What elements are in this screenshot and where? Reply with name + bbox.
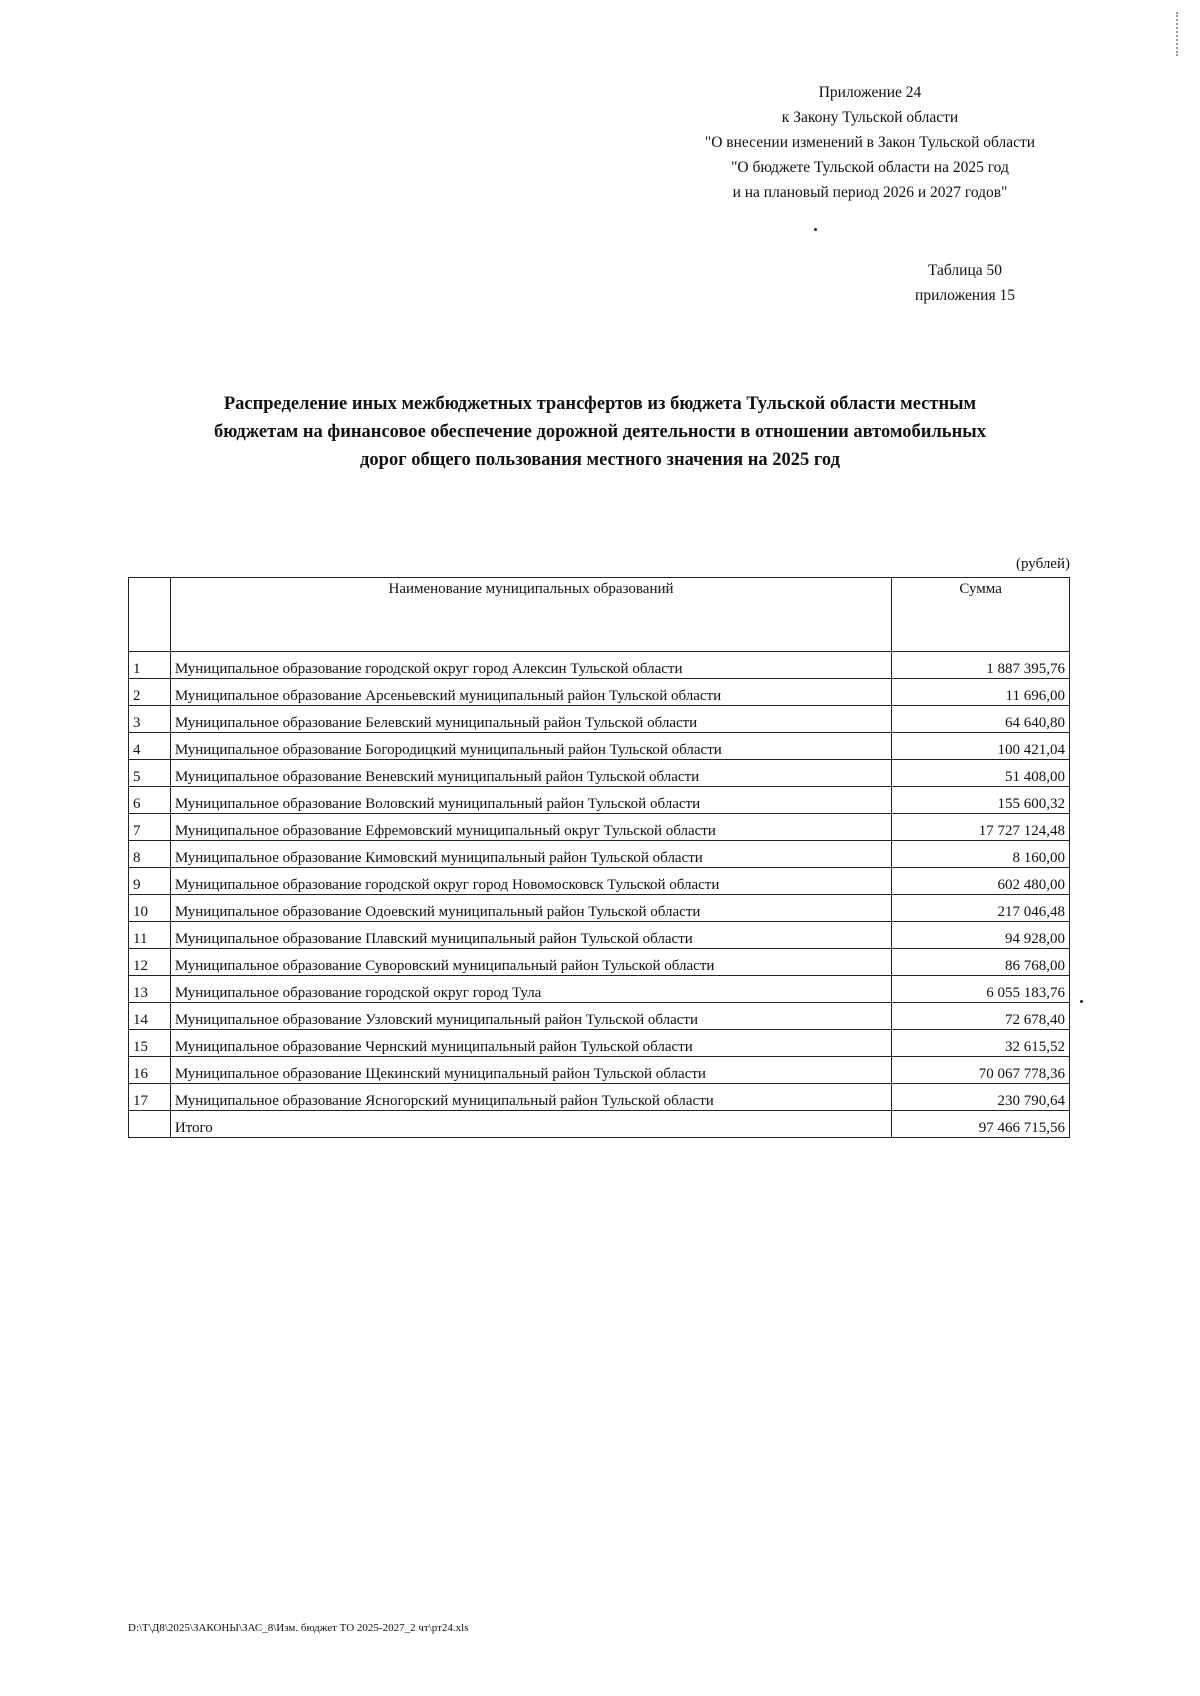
table-row — [129, 760, 1070, 787]
name-column-header: Наименование муниципальных образований — [170, 578, 891, 652]
title-line: бюджетам на финансовое обеспечение дорожной деятельности в отношении автомобильных — [214, 422, 986, 442]
table-reference — [880, 258, 1050, 308]
table-body — [129, 652, 1070, 1138]
transfer-sum: 32 615,52 — [892, 1030, 1070, 1057]
appendix-line: Приложение 24 — [818, 84, 922, 101]
municipality-name: Муниципальное образование Воловский муниципальный район Тульской области — [170, 787, 891, 814]
transfer-sum: 86 768,00 — [892, 949, 1070, 976]
appendix-number: приложения 15 — [915, 287, 1015, 304]
number-column-header — [129, 578, 171, 652]
row-number: 10 — [129, 895, 171, 922]
municipality-name: Муниципальное образование Плавский муниципальный район Тульской области — [170, 922, 891, 949]
transfer-sum: 17 727 124,48 — [892, 814, 1070, 841]
stray-dot — [814, 228, 817, 231]
municipality-name: Муниципальное образование Ефремовский муниципальный округ Тульской области — [170, 814, 891, 841]
table-row — [129, 868, 1070, 895]
total-label: Итого — [170, 1111, 891, 1138]
municipality-name: Муниципальное образование Щекинский муниципальный район Тульской области — [170, 1057, 891, 1084]
row-number: 1 — [129, 652, 171, 679]
row-number: 9 — [129, 868, 171, 895]
transfer-sum: 100 421,04 — [892, 733, 1070, 760]
transfer-sum: 72 678,40 — [892, 1003, 1070, 1030]
appendix-line: "О внесении изменений в Закон Тульской области — [704, 134, 1036, 151]
municipality-name: Муниципальное образование Чернский муниципальный район Тульской области — [170, 1030, 891, 1057]
row-number: 17 — [129, 1084, 171, 1111]
municipality-name: Муниципальное образование Арсеньевский муниципальный район Тульской области — [170, 679, 891, 706]
municipality-name: Муниципальное образование Веневский муниципальный район Тульской области — [170, 760, 891, 787]
transfer-sum: 51 408,00 — [892, 760, 1070, 787]
table-row — [129, 976, 1070, 1003]
units-label: (рублей) — [1015, 556, 1070, 572]
row-number: 2 — [129, 679, 171, 706]
table-row — [129, 652, 1070, 679]
table-row — [129, 922, 1070, 949]
municipality-name: Муниципальное образование городской округ город Тула — [170, 976, 891, 1003]
table-row — [129, 706, 1070, 733]
transfer-sum: 70 067 778,36 — [892, 1057, 1070, 1084]
table-row — [129, 1057, 1070, 1084]
file-path: D:\Т\Д8\2025\ЗАКОНЫ\ЗАС_8\Изм. бюджет ТО 2025-2027_2 чт\рт24.xls — [128, 1622, 469, 1634]
total-row — [129, 1111, 1070, 1138]
row-number: 4 — [129, 733, 171, 760]
transfer-sum: 1 887 395,76 — [892, 652, 1070, 679]
municipality-name: Муниципальное образование Ясногорский муниципальный район Тульской области — [170, 1084, 891, 1111]
municipality-name: Муниципальное образование городской округ город Алексин Тульской области — [170, 652, 891, 679]
table-row — [129, 895, 1070, 922]
row-number: 14 — [129, 1003, 171, 1030]
row-number: 15 — [129, 1030, 171, 1057]
transfer-sum: 217 046,48 — [892, 895, 1070, 922]
appendix-line: к Закону Тульской области — [781, 109, 959, 126]
appendix-line: и на плановый период 2026 и 2027 годов" — [732, 184, 1008, 201]
municipality-name: Муниципальное образование Узловский муниципальный район Тульской области — [170, 1003, 891, 1030]
scan-edge-mark — [1176, 12, 1180, 56]
table-row — [129, 814, 1070, 841]
title-line: Распределение иных межбюджетных трансфертов из бюджета Тульской области местным — [223, 394, 977, 414]
municipality-name: Муниципальное образование Одоевский муниципальный район Тульской области — [170, 895, 891, 922]
municipality-name: Муниципальное образование Богородицкий муниципальный район Тульской области — [170, 733, 891, 760]
title-line: дорог общего пользования местного значения на 2025 год — [360, 450, 840, 470]
transfer-sum: 155 600,32 — [892, 787, 1070, 814]
transfer-sum: 94 928,00 — [892, 922, 1070, 949]
table-row — [129, 733, 1070, 760]
table-row — [129, 1003, 1070, 1030]
stray-dot — [1080, 1000, 1083, 1003]
transfer-sum: 64 640,80 — [892, 706, 1070, 733]
table-header-row — [129, 578, 1070, 652]
transfer-sum: 230 790,64 — [892, 1084, 1070, 1111]
municipality-name: Муниципальное образование Суворовский муниципальный район Тульской области — [170, 949, 891, 976]
table-row — [129, 1084, 1070, 1111]
distribution-table — [128, 577, 1070, 1138]
row-number: 6 — [129, 787, 171, 814]
table-row — [129, 1030, 1070, 1057]
table-row — [129, 787, 1070, 814]
total-number-cell — [129, 1111, 171, 1138]
total-sum: 97 466 715,56 — [892, 1111, 1070, 1138]
appendix-header — [650, 80, 1090, 205]
document-title — [150, 390, 1050, 474]
transfer-sum: 602 480,00 — [892, 868, 1070, 895]
row-number: 12 — [129, 949, 171, 976]
row-number: 7 — [129, 814, 171, 841]
row-number: 8 — [129, 841, 171, 868]
transfer-sum: 11 696,00 — [892, 679, 1070, 706]
table-row — [129, 841, 1070, 868]
sum-column-header: Сумма — [892, 578, 1070, 652]
row-number: 16 — [129, 1057, 171, 1084]
row-number: 5 — [129, 760, 171, 787]
transfer-sum: 6 055 183,76 — [892, 976, 1070, 1003]
table-number: Таблица 50 — [927, 262, 1003, 279]
appendix-line: "О бюджете Тульской области на 2025 год — [731, 159, 1009, 176]
row-number: 3 — [129, 706, 171, 733]
table-row — [129, 949, 1070, 976]
table-row — [129, 679, 1070, 706]
municipality-name: Муниципальное образование Кимовский муниципальный район Тульской области — [170, 841, 891, 868]
municipality-name: Муниципальное образование Белевский муниципальный район Тульской области — [170, 706, 891, 733]
row-number: 13 — [129, 976, 171, 1003]
municipality-name: Муниципальное образование городской округ город Новомосковск Тульской области — [170, 868, 891, 895]
transfer-sum: 8 160,00 — [892, 841, 1070, 868]
row-number: 11 — [129, 922, 171, 949]
